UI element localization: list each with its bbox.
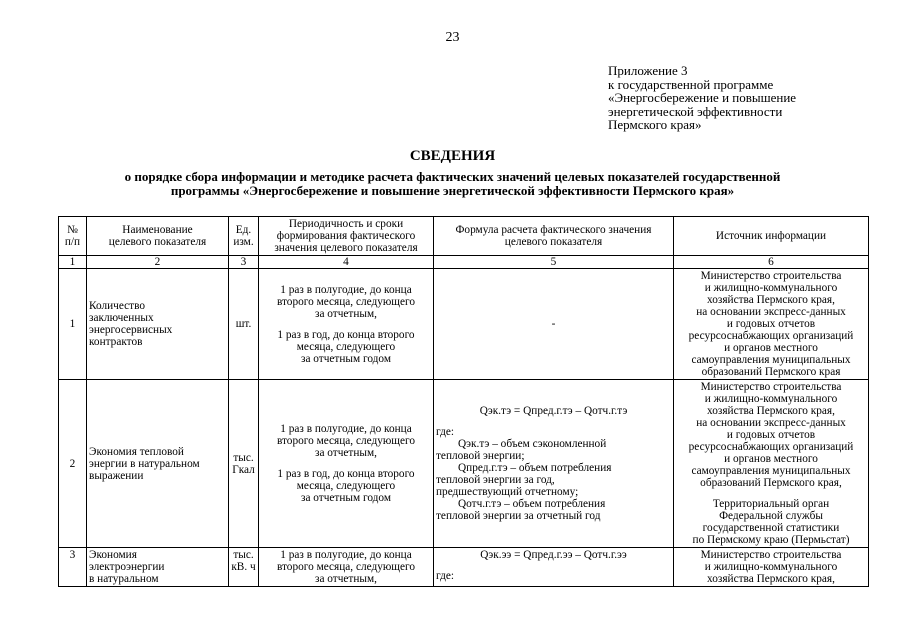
formula-main: - xyxy=(551,318,556,330)
period-line: месяца, следующего xyxy=(296,480,396,492)
indicator-name-line: Экономия тепловой xyxy=(89,445,184,458)
source-line: самоуправления муниципальных xyxy=(691,465,851,477)
period-cell xyxy=(259,380,434,548)
unit-line: кВ. ч xyxy=(231,561,256,573)
period-line: второго месяца, следующего xyxy=(276,561,416,573)
period-spacer xyxy=(261,459,431,468)
column-number: 4 xyxy=(259,256,434,269)
indicator-name-line: выражении xyxy=(89,469,144,482)
header-line: целевого показателя xyxy=(108,236,207,248)
unit-line: тыс. xyxy=(233,549,254,561)
source-spacer xyxy=(676,489,866,498)
page-number: 23 xyxy=(445,30,460,45)
row-number-cell: 2 xyxy=(59,380,87,548)
source-line: Министерство строительства xyxy=(700,270,842,282)
header-line: Ед. xyxy=(235,224,252,236)
header-line: Наименование xyxy=(122,224,193,236)
table-row xyxy=(59,269,869,380)
source-cell xyxy=(674,548,869,587)
source-line: и органов местного xyxy=(724,453,818,465)
document-subheading xyxy=(50,170,855,198)
appendix-line: энергетической эффективности xyxy=(608,103,783,119)
header-line: Формула расчета фактического значения xyxy=(455,224,652,236)
source-line: на основании экспресс-данных xyxy=(696,417,846,429)
indicator-name-line: заключенных xyxy=(89,312,154,324)
header-line: Периодичность и сроки xyxy=(288,218,404,230)
source-line: хозяйства Пермского края, xyxy=(707,573,835,585)
period-line: 1 раз в полугодие, до конца xyxy=(280,283,412,296)
header-name xyxy=(87,217,229,256)
source-line: и годовых отчетов xyxy=(726,318,816,330)
period-line: 1 раз в полугодие, до конца xyxy=(280,423,412,435)
indicator-name-line: Экономия xyxy=(89,549,137,561)
indicator-name-cell xyxy=(87,548,229,587)
header-source: Источник информации xyxy=(674,217,869,256)
indicator-name-cell xyxy=(87,269,229,380)
period-line: 1 раз в год, до конца второго xyxy=(277,468,415,480)
period-line: месяца, следующего xyxy=(296,340,396,353)
source-line: хозяйства Пермского края, xyxy=(707,405,835,417)
formula-line: тепловой энергии; xyxy=(436,450,525,462)
source-line: государственной статистики xyxy=(702,522,840,534)
header-period xyxy=(259,217,434,256)
header-line: целевого показателя xyxy=(504,236,603,248)
source-line: Территориальный орган xyxy=(712,498,830,510)
indicator-name-line: электроэнергии xyxy=(89,561,165,573)
source-line: на основании экспресс-данных xyxy=(696,306,846,318)
period-cell xyxy=(259,269,434,380)
period-line: второго месяца, следующего xyxy=(276,435,416,447)
table-row xyxy=(59,548,869,587)
appendix-line: к государственной программе xyxy=(608,76,774,92)
source-line: Министерство строительства xyxy=(700,549,842,561)
source-line: и жилищно-коммунального xyxy=(704,393,838,405)
formula-line: Qотч.г.тэ – объем потребления xyxy=(458,498,606,510)
column-number: 1 xyxy=(59,256,87,269)
header-num xyxy=(59,217,87,256)
subheading-line: программы «Энергосбережение и повышение энергетической эффективности Пермского края» xyxy=(170,183,735,198)
formula-line: где: xyxy=(436,570,454,582)
unit-cell xyxy=(229,269,259,380)
source-line: ресурсоснабжающих организаций xyxy=(688,441,854,453)
formula-line: тепловой энергии за отчетный год xyxy=(436,510,601,522)
column-number: 5 xyxy=(434,256,674,269)
indicator-name-line: в натуральном xyxy=(89,573,159,585)
formula-main: Qэк.тэ = Qпред.г.тэ – Qотч.г.тэ xyxy=(479,405,628,417)
formula-line: где: xyxy=(436,426,454,438)
period-line: второго месяца, следующего xyxy=(276,295,416,308)
formula-main: Qэк.ээ = Qпред.г.ээ – Qотч.г.ээ xyxy=(480,549,627,561)
period-spacer xyxy=(261,320,431,329)
period-line: 1 раз в полугодие, до конца xyxy=(280,549,412,561)
indicators-table xyxy=(58,216,869,587)
appendix-note xyxy=(608,64,796,132)
formula-line: тепловой энергии за год, xyxy=(436,474,555,486)
header-formula xyxy=(434,217,674,256)
unit-line: Гкал xyxy=(232,463,255,476)
table-header-row xyxy=(59,217,869,256)
appendix-line: Пермского края» xyxy=(608,117,702,132)
unit-line: шт. xyxy=(235,318,252,330)
indicator-name-line: энергосервисных xyxy=(89,324,173,336)
header-unit xyxy=(229,217,259,256)
source-line: образований Пермского края, xyxy=(700,477,842,489)
column-number: 3 xyxy=(229,256,259,269)
source-line: и органов местного xyxy=(724,342,818,354)
formula-spacer xyxy=(436,561,671,570)
source-cell xyxy=(674,269,869,380)
indicator-name-line: Количество xyxy=(89,300,145,312)
source-line: Федеральной службы xyxy=(719,510,823,522)
header-line: № xyxy=(67,224,78,236)
source-line: Министерство строительства xyxy=(700,381,842,393)
source-line: ресурсоснабжающих организаций xyxy=(688,330,854,342)
period-cell xyxy=(259,548,434,587)
row-number-cell: 1 xyxy=(59,269,87,380)
table-row xyxy=(59,380,869,548)
indicator-name-cell xyxy=(87,380,229,548)
formula-spacer xyxy=(436,417,671,426)
period-line: 1 раз в год, до конца второго xyxy=(277,328,415,341)
source-line: хозяйства Пермского края, xyxy=(707,294,835,306)
header-line: формирования фактического xyxy=(276,230,416,242)
source-line: и годовых отчетов xyxy=(726,429,816,441)
appendix-line: Приложение 3 xyxy=(608,63,688,78)
header-line: изм. xyxy=(233,236,254,248)
formula-line: Qэк.тэ – объем сэкономленной xyxy=(458,438,607,450)
period-line: за отчетным, xyxy=(315,447,377,459)
period-line: за отчетным годом xyxy=(301,492,391,504)
indicator-name-line: контрактов xyxy=(89,336,143,348)
appendix-line: «Энергосбережение и повышение xyxy=(608,90,797,105)
period-line: за отчетным, xyxy=(315,307,377,320)
document-heading: СВЕДЕНИЯ xyxy=(409,148,496,164)
source-line: образований Пермского края xyxy=(701,366,841,378)
column-number-row xyxy=(59,256,869,269)
source-line: и жилищно-коммунального xyxy=(704,282,838,294)
header-line: п/п xyxy=(64,236,81,248)
formula-cell xyxy=(434,548,674,587)
source-line: по Пермскому краю (Пермьстат) xyxy=(692,534,850,546)
period-line: за отчетным, xyxy=(315,573,377,585)
indicator-name-line: энергии в натуральном xyxy=(89,457,200,470)
column-number: 6 xyxy=(674,256,869,269)
period-line: за отчетным годом xyxy=(301,352,391,365)
subheading-line: о порядке сбора информации и методике расчета фактических значений целевых показателей государственной xyxy=(124,169,781,184)
formula-cell xyxy=(434,269,674,380)
source-line: самоуправления муниципальных xyxy=(691,354,851,366)
column-number: 2 xyxy=(87,256,229,269)
formula-cell xyxy=(434,380,674,548)
row-number-cell: 3 xyxy=(59,548,87,587)
source-cell xyxy=(674,380,869,548)
unit-cell xyxy=(229,380,259,548)
formula-line: Qпред.г.тэ – объем потребления xyxy=(458,462,612,474)
header-line: значения целевого показателя xyxy=(274,242,418,254)
source-line: и жилищно-коммунального xyxy=(704,561,838,573)
formula-line: предшествующий отчетному; xyxy=(436,486,579,498)
unit-line: тыс. xyxy=(233,451,254,464)
unit-cell xyxy=(229,548,259,587)
